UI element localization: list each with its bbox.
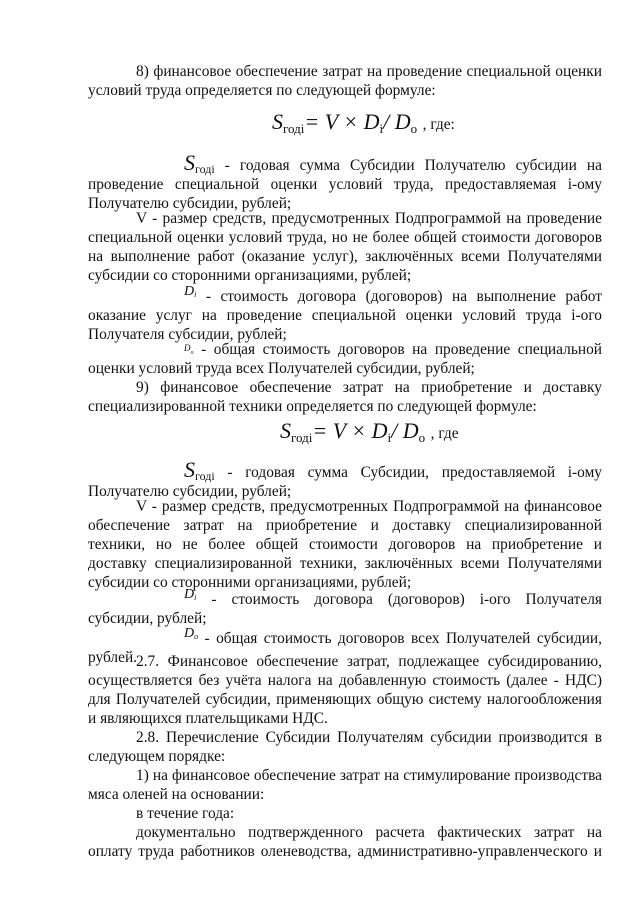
di-definition-1: $D_i$ - стоимость договора (договоров) на выполнение работ оказание услуг на проведение специальной оценки условий труда i-ого Получателя субсидии, рублей; bbox=[88, 284, 602, 343]
formula-1-lhs: S bbox=[272, 109, 283, 134]
formula-1 bbox=[272, 109, 455, 142]
d-o-symbol: $D_o$ bbox=[184, 626, 199, 641]
formula-1-rhs-b: / D bbox=[383, 109, 411, 134]
formula-2-tail: , где bbox=[430, 425, 459, 442]
v-definition-2: V - размер средств, предусмотренных Подпрограммой на финансовое обеспечение затрат на приобретение и доставку специализированной техники, но не более общей стоимости договоров на приобретение и доставку специализированной техники, заключённых всеми Получателями субсидии со сторонними организациями, рублей; bbox=[88, 498, 602, 591]
s-god-symbol: $S_{годi}$ bbox=[184, 150, 215, 176]
formula-1-tail: , где: bbox=[422, 116, 455, 133]
s-definition-2: $S_{годi}$ - годовая сумма Субсидии, предоставляемой i-ому Получателю субсидии, рублей; bbox=[88, 457, 602, 500]
d-i-symbol: $D_i$ bbox=[184, 284, 197, 299]
formula-2-rhs-b: / D bbox=[391, 418, 419, 443]
formula-1-sub-o: o bbox=[410, 121, 418, 136]
do-definition-2: $D_o$ - общая стоимость договоров всех Получателей субсидии, рублей. bbox=[88, 626, 602, 666]
formula-1-rhs-a: = V × D bbox=[304, 109, 380, 134]
formula-2-lhs-sub: годi bbox=[291, 430, 313, 445]
formula-1-lhs-sub: годi bbox=[283, 121, 305, 136]
s-definition-1: $S_{годi}$ - годовая сумма Субсидии Получателю субсидии на проведение специальной оценки условий труда, предоставляемая i-ому Получателю субсидии, рублей; bbox=[88, 150, 602, 212]
during-year: в течение года: bbox=[136, 805, 235, 822]
paragraph-9-intro: 9) финансовое обеспечение затрат на приобретение и доставку специализированной техники определяется по следующей формуле: bbox=[88, 379, 602, 415]
formula-2 bbox=[280, 418, 459, 451]
documented-calculation: документально подтвержденного расчета фактических затрат на оплату труда работников оленеводства, административно-управленческого и bbox=[88, 824, 602, 860]
d-i-symbol: $D_i$ bbox=[184, 587, 197, 602]
d-o-symbol: $D_o$ bbox=[184, 343, 194, 356]
di-definition-2: $D_i$ - стоимость договора (договоров) i-ого Получателя субсидии, рублей; bbox=[88, 587, 602, 627]
formula-1-sub-i: i bbox=[379, 121, 384, 136]
do-definition-1: $D_o$ - общая стоимость договоров на проведение специальной оценки условий труда всех Получателей субсидии, рублей; bbox=[88, 341, 602, 377]
v-definition-1: V - размер средств, предусмотренных Подпрограммой на проведение специальной оценки условий труда, но не более общей стоимости договоров на выполнение работ (оказание услуг), заключённых всеми Получателями субсидии со сторонними организациями, рублей; bbox=[88, 210, 602, 284]
formula-2-rhs-a: = V × D bbox=[312, 418, 388, 443]
paragraph-2-8: 2.8. Перечисление Субсидии Получателям субсидии производится в следующем порядке: bbox=[88, 729, 602, 765]
paragraph-2-7: 2.7. Финансовое обеспечение затрат, подлежащее субсидированию, осуществляется без учёта налога на добавленную стоимость (далее - НДС) для Получателей субсидии, применяющих общую систему налогообложения и являющихся плательщиками НДС. bbox=[88, 653, 602, 727]
formula-2-sub-o: o bbox=[418, 430, 426, 445]
formula-2-sub-i: i bbox=[387, 430, 392, 445]
paragraph-8-intro: 8) финансовое обеспечение затрат на проведение специальной оценки условий труда определяется по следующей формуле: bbox=[88, 63, 602, 99]
formula-2-lhs: S bbox=[280, 418, 291, 443]
paragraph-2-8-1: 1) на финансовое обеспечение затрат на стимулирование производства мяса оленей на основании: bbox=[88, 767, 602, 803]
s-god-symbol: $S_{годi}$ bbox=[184, 457, 215, 483]
